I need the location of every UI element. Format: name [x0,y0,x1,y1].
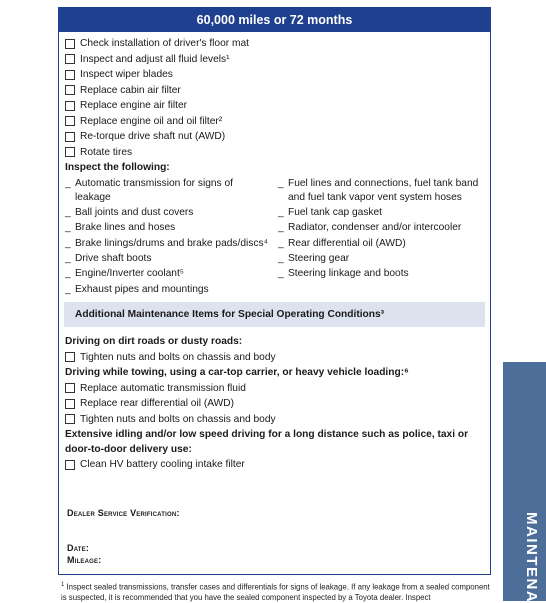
checklist-item-label: Replace engine air filter [80,100,188,112]
checkbox-icon[interactable] [65,39,75,49]
inspect-item-label: Engine/Inverter coolant⁵ [75,268,184,280]
footnote [61,580,493,603]
blank-line-icon: _ [65,252,71,264]
side-tab-label: MAINTENA [523,512,540,603]
checkbox-icon[interactable] [65,132,75,142]
interval-header: 60,000 miles or 72 months [59,8,490,32]
blank-line-icon: _ [65,283,71,295]
inspect-item-label: Steering gear [288,252,350,264]
checklist-item [65,349,484,365]
checklist-item [65,396,484,412]
checkbox-icon[interactable] [65,70,75,80]
checklist-item-label: Inspect wiper blades [80,69,173,81]
checklist [65,36,484,160]
checklist-item-label: Rotate tires [80,146,133,158]
inspect-left-column [65,177,271,298]
inspect-item [65,237,271,251]
checkbox-icon[interactable] [65,85,75,95]
checkbox-icon[interactable] [65,399,75,409]
checklist-item [65,457,484,473]
checklist-item-label: Tighten nuts and bolts on chassis and body [80,413,276,425]
dirt-roads-heading: Driving on dirt roads or dusty roads: [65,335,243,347]
inspect-item [278,237,484,251]
maintenance-content [65,36,484,472]
idling-list [65,457,484,473]
blank-line-icon: _ [65,222,71,234]
checklist-item [65,36,484,52]
blank-line-icon: _ [65,237,71,249]
checkbox-icon[interactable] [65,101,75,111]
footnote-text: Inspect sealed transmissions, transfer cases and differentials for signs of leakage. If any leakage from a sealed component is suspected, it is recommended that you have the sealed component inspected by a Toyota dealer. Inspect [61,582,490,602]
inspect-item [278,206,484,220]
checklist-item-label: Re-torque drive shaft nut (AWD) [80,131,226,143]
checklist-item [65,380,484,396]
checklist-item-label: Replace engine oil and oil filter² [80,115,223,127]
checklist-item-label: Tighten nuts and bolts on chassis and body [80,351,276,363]
inspect-item-label: Drive shaft boots [75,252,152,264]
checkbox-icon[interactable] [65,414,75,424]
inspect-item-label: Steering linkage and boots [288,268,409,280]
blank-line-icon: _ [65,268,71,280]
blank-line-icon: _ [278,207,284,219]
checklist-item [65,67,484,83]
checklist-item [65,145,484,161]
inspect-item-label: Fuel lines and connections, fuel tank band and fuel tank vapor vent system hoses [288,177,479,203]
inspect-item-label: Rear differential oil (AWD) [288,237,406,249]
inspect-right-column [271,177,484,298]
inspect-item-label: Brake linings/drums and brake pads/discs⁴ [75,237,268,249]
inspect-item [65,177,271,206]
checklist-item [65,52,484,68]
footnote-mark: 1 [61,582,65,588]
maintenance-box [58,7,491,575]
inspect-item-label: Ball joints and dust covers [75,207,194,219]
inspect-item [65,283,271,297]
dealer-verification-label: Dealer Service Verification: [67,508,180,518]
blank-line-icon: _ [65,177,71,189]
checklist-item-label: Check installation of driver's floor mat [80,38,249,50]
mileage-label: Mileage: [67,555,102,565]
inspect-item-label: Fuel tank cap gasket [288,207,383,219]
blank-line-icon: _ [278,252,284,264]
blank-line-icon: _ [65,207,71,219]
checkbox-icon[interactable] [65,352,75,362]
checkbox-icon[interactable] [65,383,75,393]
checklist-item [65,411,484,427]
checkbox-icon[interactable] [65,147,75,157]
inspect-item-label: Brake lines and hoses [75,222,176,234]
inspect-item [65,267,271,281]
checklist-item [65,114,484,130]
checklist-item-label: Clean HV battery cooling intake filter [80,459,245,471]
inspect-heading: Inspect the following: [65,162,170,173]
towing-list [65,380,484,427]
checklist-item-label: Inspect and adjust all fluid levels¹ [80,53,230,65]
date-label: Date: [67,543,90,553]
inspect-item-label: Automatic transmission for signs of leakage [75,177,233,203]
inspect-item [278,252,484,266]
inspect-item [65,221,271,235]
inspect-item [65,206,271,220]
checklist-item [65,98,484,114]
inspect-item-label: Exhaust pipes and mountings [75,283,209,295]
checklist-item [65,129,484,145]
idling-heading: Extensive idling and/or low speed driving for a long distance such as police, taxi or door-to-door delivery use: [65,428,469,455]
dirt-roads-list [65,349,484,365]
inspect-item [278,267,484,281]
inspect-item [65,252,271,266]
additional-items-band: Additional Maintenance Items for Special Operating Conditions³ [64,302,485,327]
checkbox-icon[interactable] [65,460,75,470]
inspect-item [278,221,484,235]
inspect-item [278,177,484,206]
checklist-item-label: Replace rear differential oil (AWD) [80,398,235,410]
checkbox-icon[interactable] [65,116,75,126]
checkbox-icon[interactable] [65,54,75,64]
blank-line-icon: _ [278,237,284,249]
checklist-item-label: Replace automatic transmission fluid [80,382,246,394]
towing-heading: Driving while towing, using a car-top carrier, or heavy vehicle loading:⁶ [65,366,409,378]
blank-line-icon: _ [278,222,284,234]
checklist-item-label: Replace cabin air filter [80,84,181,96]
inspect-columns [65,177,484,298]
blank-line-icon: _ [278,268,284,280]
blank-line-icon: _ [278,177,284,189]
inspect-item-label: Radiator, condenser and/or intercooler [288,222,462,234]
checklist-item [65,83,484,99]
